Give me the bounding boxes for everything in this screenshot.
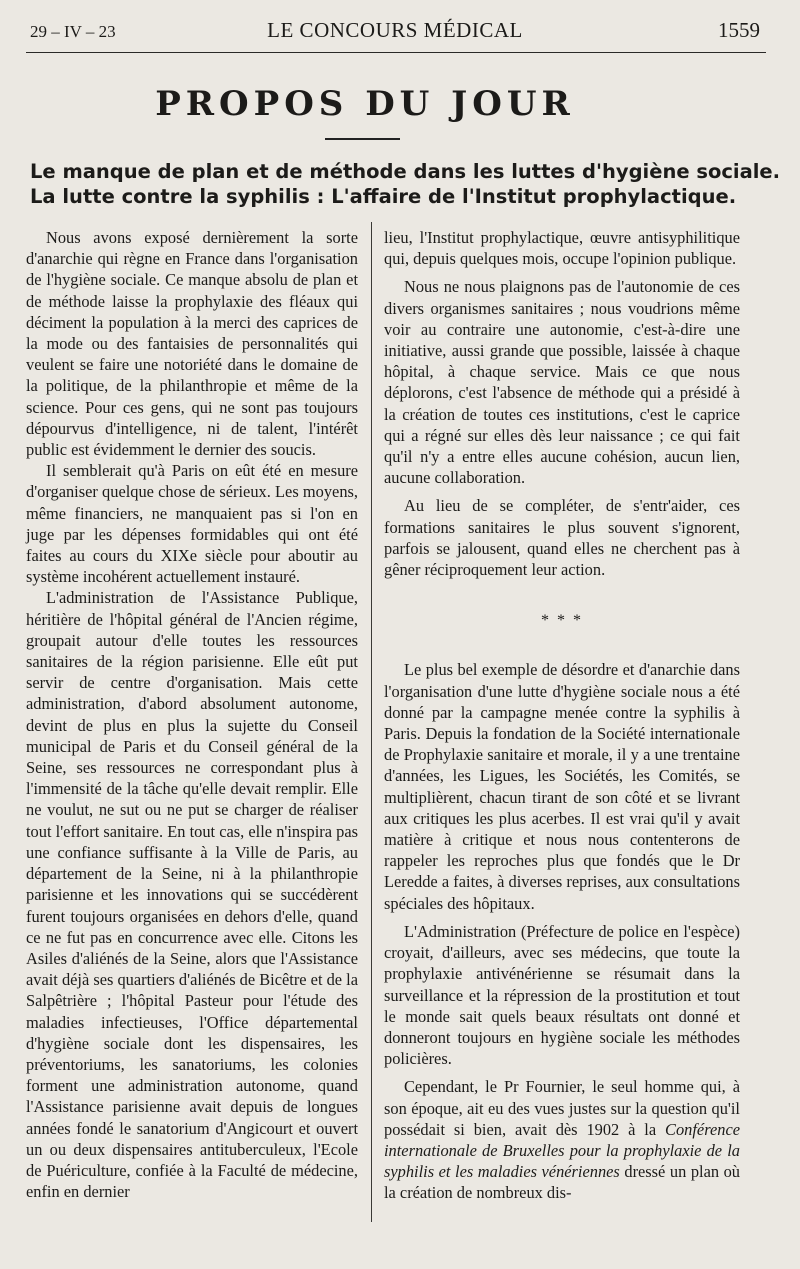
paragraph-continuation: lieu, l'Institut prophylactique, œuvre antisyphilitique qui, depuis quelques mois, occupe l'opinion publique. (384, 228, 740, 269)
issue-date: 29 – IV – 23 (30, 22, 116, 41)
column-divider (371, 222, 372, 1222)
header-rule (26, 52, 766, 53)
conference-title: Conférence internationale de Bruxelles pour la prophylaxie de la syphilis et les maladies vénériennes (384, 1119, 740, 1182)
text-run: Cependant, le Pr Fournier, le seul homme qui, à son époque, ait eu des vues justes sur la question qu'il possédait si bien, avait dès 1902 à la (384, 1077, 740, 1139)
title-divider (325, 138, 400, 140)
headline-line-1: Le manque de plan et de méthode dans les luttes d'hygiène sociale. (30, 160, 781, 183)
paragraph: Au lieu de se compléter, de s'entr'aider, ces formations sanitaires le plus souvent s'ignorent, parfois se jalousent, quand elles ne cherchent pas à gêner réciproquement leur action. (384, 496, 740, 580)
paragraph: Le plus bel exemple de désordre et d'anarchie dans l'organisation d'une lutte d'hygiène sociale nous a été donné par la campagne menée contre la syphilis à Paris. Depuis la fondation de la Société internationale de Prophylaxie sanitaire et morale, il y a une trentaine d'années, les Ligues, les Sociétés, les Comités, se multiplièrent, chacun tirant de son côté et se livrant aux critiques les plus acerbes. Il est vrai qu'il y avait matière à critique et nous nous contenterons de rappeler les reproches plus que fondés que le Dr Leredde a faites, à diverses reprises, aux consultations spéciales des hôpitaux. (384, 660, 740, 913)
left-column (26, 227, 358, 1202)
paragraph: Nous avons exposé dernièrement la sorte d'anarchie qui règne en France dans l'organisation de l'hygiène sociale. Ce manque absolu de plan et de méthode laisse la prophylaxie des fléaux qui déciment la population à la merci des caprices de la mode ou des fantaisies de personnalités qui veulent se faire une notoriété dans le domaine de la politique, de la philanthropie et même de la science. Pour ces gens, qui ne sont pas toujours dépourvus d'intelligence, ni de talent, l'intérêt public est évidemment le dernier des soucis. (26, 228, 358, 460)
paragraph: Nous ne nous plaignons pas de l'autonomie de ces divers organismes sanitaires ; nous voudrions même voir au contraire une autonomie, c'est-à-dire une initiative, aussi grande que possible, laissée à chaque hôpital, à chaque service. Mais ce que nous déplorons, c'est l'absence de méthode qui a présidé à la création de toutes ces institutions, c'est le caprice qui a régné sur elles dès leur naissance ; ce qui fait qu'il n'y a entre elles aucune cohésion, aucun lien, aucune collaboration. (384, 277, 740, 488)
running-head (30, 18, 760, 46)
page-number: 1559 (718, 18, 760, 42)
paragraph-fournier (384, 1076, 740, 1203)
section-title: PROPOS DU JOUR (155, 84, 575, 124)
paragraph: L'administration de l'Assistance Publique, héritière de l'hôpital général de l'Ancien régime, groupait autour d'elle toutes les ressources sanitaires de la région parisienne. Elle eût put servir de centre d'organisation. Mais cette administration, d'abord absolument autonome, devint de plus en plus la sujette du Conseil municipal de Paris et du Conseil général de la Seine, ses ressources ne correspondant plus à l'immensité de la tâche qu'elle devait remplir. Elle ne voulut, ne sut ou ne put se charger de réaliser tout l'effort sanitaire. En tout cas, elle n'inspira pas une confiance suffisante à la Ville de Paris, au département de la Seine, ni à la philanthropie parisienne et les innovations qui se succédèrent furent toujours organisées en dehors d'elle, quand ce ne fut pas en concurrence avec elle. Citons les Asiles d'aliénés de la Seine, alors que l'Assistance avait déjà ses quartiers d'aliénés de Bicêtre et de la Salpêtrière ; l'hôpital Pasteur pour l'étude des maladies infectieuses, l'Office départemental d'hygiène sociale dont les dispensaires, les préventoriums, les sanatoriums, les colonies forment une administration autonome, quand l'Assistance parisienne avait depuis de longues années fondé le sanatorium d'Angicourt et ouvert un ou deux dispensaires antituberculeux, l'Ecole de Puériculture, confiée à la Faculté de médecine, enfin en dernier (26, 588, 358, 1202)
headline-line-2: La lutte contre la syphilis : L'affaire de l'Institut prophylactique. (30, 185, 737, 208)
section-separator: * * * (541, 612, 583, 630)
paragraph: Il semblerait qu'à Paris on eût été en mesure d'organiser quelque chose de sérieux. Les moyens, même financiers, ne manquaient pas si l'on en juge par les dépenses formidables qui ont été faites au cours du XIXe siècle pour aboutir au système incohérent actuellement instauré. (26, 461, 358, 587)
journal-name: LE CONCOURS MÉDICAL (267, 18, 523, 42)
paragraph: L'Administration (Préfecture de police en l'espèce) croyait, d'ailleurs, avec ses médecins, que toute la prophylaxie antivénérienne se résumait dans la surveillance et la répression de la prostitution et tout le monde sait quels beaux résultats ont donné et donneront toujours en hygiène sociale les méthodes policières. (384, 921, 740, 1069)
right-column (384, 227, 740, 1204)
text-run: dressé un plan où la création de nombreux dis- (384, 1162, 741, 1203)
